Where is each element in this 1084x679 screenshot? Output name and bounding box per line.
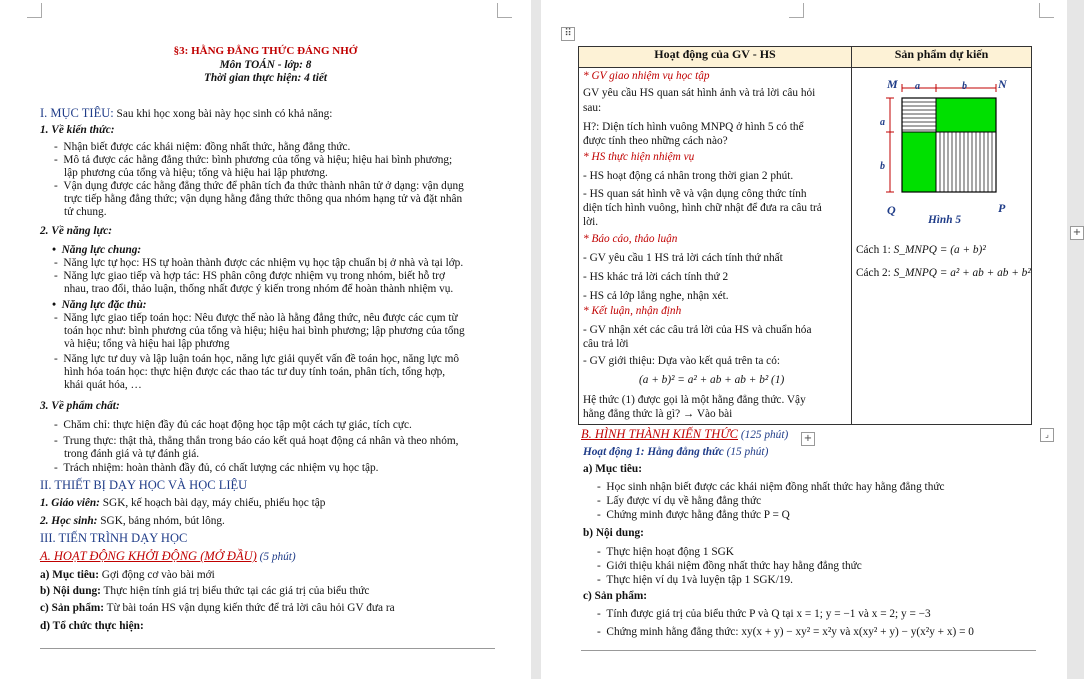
vertex-n-label: N bbox=[998, 77, 1007, 91]
cell-line: sau: bbox=[583, 102, 602, 114]
list-item: - Chứng minh được hằng đẳng thức P = Q bbox=[597, 509, 790, 521]
activity-table bbox=[578, 46, 1032, 425]
list-item-cont: trực tiếp hằng đẳng thức; vận dụng hằng đẳng thức thông qua nhóm hạng tử và đặt nhân bbox=[64, 193, 463, 205]
cell-line: Hệ thức (1) được gọi là một hằng đẳng thức. Vậy bbox=[583, 394, 806, 406]
list-item: - Năng lực giao tiếp và hợp tác: HS phân công được nhiệm vụ trong nhóm, biết hỗ trợ bbox=[54, 270, 445, 282]
cell-line: - GV nhận xét các câu trả lời của HS và chuẩn hóa bbox=[583, 324, 812, 336]
student-line: 2. Học sinh: SGK, bảng nhóm, bút lông. bbox=[40, 515, 225, 527]
square-mnpq-figure bbox=[878, 76, 1018, 226]
table-header-product: Sản phẩm dự kiến bbox=[852, 47, 1032, 68]
list-item: - Thực hiện hoạt động 1 SGK bbox=[597, 546, 734, 558]
perform-heading: * HS thực hiện nhiệm vụ bbox=[583, 151, 695, 163]
vertex-m-label: M bbox=[887, 77, 898, 91]
move-handle-icon[interactable]: ⠿ bbox=[561, 27, 575, 41]
list-item: - Thực hiện ví dụ 1và luyện tập 1 SGK/19. bbox=[597, 574, 793, 586]
margin-corner-mark bbox=[27, 3, 42, 18]
list-item: - Mô tả được các hằng đẳng thức: bình phương của tổng và hiệu; hiệu hai bình phương; bbox=[54, 154, 453, 166]
competence-heading: 2. Về năng lực: bbox=[40, 225, 113, 237]
cell-line: H?: Diện tích hình vuông MNPQ ở hình 5 có thể bbox=[583, 121, 804, 133]
footer-rule bbox=[581, 650, 1036, 651]
list-item: - Nhận biết được các khái niệm: đồng nhất thức, hằng đẳng thức. bbox=[54, 141, 351, 153]
list-item: - Lấy được ví dụ về hằng đẳng thức bbox=[597, 495, 762, 507]
teacher-line: 1. Giáo viên: SGK, kế hoạch bài dạy, máy chiếu, phiếu học tập bbox=[40, 497, 326, 509]
method-1: Cách 1: S_MNPQ = (a + b)² bbox=[856, 244, 986, 256]
section-2-heading: II. THIẾT BỊ DẠY HỌC VÀ HỌC LIỆU bbox=[40, 478, 248, 492]
quality-heading: 3. Về phẩm chất: bbox=[40, 400, 120, 412]
cell-line: GV yêu cầu HS quan sát hình ảnh và trả lời câu hỏi bbox=[583, 87, 816, 99]
activity-a-organize: d) Tổ chức thực hiện: bbox=[40, 620, 144, 632]
top-b-label: b bbox=[962, 81, 967, 92]
cell-line: câu trả lời bbox=[583, 338, 629, 350]
activity-1-heading: Hoạt động 1: Hằng đẳng thức (15 phút) bbox=[583, 446, 769, 458]
content-label: b) Nội dung: bbox=[583, 527, 644, 539]
list-item-cont: và hiệu; tổng và hiệu hai lập phương bbox=[64, 338, 230, 350]
cell-line: - HS cả lớp lắng nghe, nhận xét. bbox=[583, 290, 729, 302]
section-1-heading bbox=[40, 107, 332, 121]
margin-corner-mark bbox=[789, 3, 804, 18]
left-page bbox=[0, 0, 531, 679]
list-item: - Trung thực: thật thà, thẳng thắn trong báo cáo kết quả hoạt động cá nhân và theo nhóm, bbox=[54, 435, 459, 447]
rect-ab-top bbox=[936, 98, 996, 132]
list-item: - Trách nhiệm: hoàn thành đầy đủ, có chất lượng các nhiệm vụ học tập. bbox=[54, 462, 379, 474]
add-column-button[interactable]: + bbox=[1070, 226, 1084, 240]
list-item: - Học sinh nhận biết được các khái niệm đồng nhất thức hay hằng đẳng thức bbox=[597, 481, 945, 493]
list-item-cont: nhau, trao đổi, thảo luận, thống nhất được ý kiến trong nhóm để hoàn thành nhiệm vụ. bbox=[64, 283, 454, 295]
section-3-heading: III. TIẾN TRÌNH DẠY HỌC bbox=[40, 531, 188, 545]
activity-a-goal: a) Mục tiêu: Gợi động cơ vào bài mới bbox=[40, 569, 215, 581]
cell-line: - GV yêu cầu 1 HS trả lời cách tính thứ nhất bbox=[583, 252, 783, 264]
conclusion-heading: * Kết luận, nhận định bbox=[583, 305, 682, 317]
specific-competence-heading: • Năng lực đặc thù: bbox=[52, 299, 147, 311]
figure-caption: Hình 5 bbox=[928, 214, 961, 226]
activity-a-product: c) Sản phẩm: Từ bài toán HS vận dụng kiến thức để trả lời câu hỏi GV đưa ra bbox=[40, 602, 395, 614]
formula-1: (a + b)² = a² + ab + ab + b² (1) bbox=[639, 374, 785, 386]
list-item: - Chứng minh hằng đẳng thức: xy(x + y) − xy² = x²y và x(xy² + y) − y(x²y + x) = 0 bbox=[597, 626, 974, 638]
side-b-label: b bbox=[880, 161, 885, 172]
section-1-title: I. MỤC TIÊU: bbox=[40, 106, 114, 120]
list-item: - Tính được giá trị của biểu thức P và Q tại x = 1; y = −1 và x = 2; y = −3 bbox=[597, 608, 931, 620]
cell-line: - HS khác trả lời cách tính thứ 2 bbox=[583, 271, 729, 283]
general-competence-heading: • Năng lực chung: bbox=[52, 244, 142, 256]
cell-line: diện tích hình vuông, hình chữ nhật để đưa ra câu trả bbox=[583, 202, 822, 214]
add-row-button[interactable]: + bbox=[801, 432, 815, 446]
activity-cell bbox=[579, 68, 852, 425]
knowledge-heading: 1. Về kiến thức: bbox=[40, 124, 115, 136]
list-item-cont: lập phương của tổng và hiệu; tổng và hiệu hai lập phương. bbox=[64, 167, 328, 179]
margin-corner-mark bbox=[1039, 3, 1054, 18]
product-cell bbox=[852, 68, 1032, 425]
cell-line: lời. bbox=[583, 216, 599, 228]
lesson-title: §3: HẰNG ĐẲNG THỨC ĐÁNG NHỚ bbox=[173, 45, 358, 57]
list-item-cont: toán học như: bình phương của tổng và hiệu; hiệu hai bình phương; lập phương của tổng bbox=[64, 325, 465, 337]
list-item: - Vận dụng được các hằng đẳng thức để phân tích đa thức thành nhân tử ở dạng: vận dụng bbox=[54, 180, 464, 192]
list-item-cont: trong đánh giá và tự đánh giá. bbox=[64, 448, 200, 460]
product-label: c) Sản phẩm: bbox=[583, 590, 648, 602]
square-b-squared bbox=[936, 132, 996, 192]
side-a-label: a bbox=[880, 117, 885, 128]
list-item-cont: tử chung. bbox=[64, 206, 107, 218]
list-item: - Năng lực giao tiếp toán học: Nêu được thế nào là hằng đẳng thức, nêu được các cụm từ bbox=[54, 312, 458, 324]
vertex-q-label: Q bbox=[887, 203, 896, 217]
activity-a-heading: A. HOẠT ĐỘNG KHỞI ĐỘNG (MỞ ĐẦU) (5 phút) bbox=[40, 549, 296, 563]
duration-line: Thời gian thực hiện: 4 tiết bbox=[204, 72, 327, 84]
report-heading: * Báo cáo, thảo luận bbox=[583, 233, 678, 245]
rect-ab-left bbox=[902, 132, 936, 192]
cell-line: - HS hoạt động cá nhân trong thời gian 2 phút. bbox=[583, 170, 794, 182]
list-item: - Chăm chỉ: thực hiện đầy đủ các hoạt động học tập một cách tự giác, tích cực. bbox=[54, 419, 412, 431]
section-b-heading: B. HÌNH THÀNH KIẾN THỨC (125 phút) bbox=[581, 427, 789, 441]
right-page bbox=[541, 0, 1082, 679]
footer-rule bbox=[40, 648, 495, 649]
margin-corner-mark bbox=[497, 3, 512, 18]
top-a-label: a bbox=[915, 81, 920, 92]
list-item-cont: khái quát hóa, … bbox=[64, 379, 142, 391]
resize-handle-icon[interactable]: ⌟ bbox=[1040, 428, 1054, 442]
subject-line: Môn TOÁN - lớp: 8 bbox=[219, 59, 312, 71]
cell-line: được tính theo những cách nào? bbox=[583, 135, 728, 147]
list-item: - Năng lực tự học: HS tự hoàn thành được các nhiệm vụ học tập chuẩn bị ở nhà và tại lớp. bbox=[54, 257, 464, 269]
method-2: Cách 2: S_MNPQ = a² + ab + ab + b² bbox=[856, 267, 1031, 279]
list-item-cont: hình hóa toán học: thực hiện được các thao tác tư duy tính toán, phân tích, tổng hợp, bbox=[64, 366, 446, 378]
goal-label: a) Mục tiêu: bbox=[583, 463, 642, 475]
task-heading: * GV giao nhiệm vụ học tập bbox=[583, 70, 710, 82]
vertex-p-label: P bbox=[998, 201, 1006, 215]
cell-line: hằng đẳng thức là gì? → Vào bài bbox=[583, 408, 733, 420]
list-item: - Giới thiệu khái niệm đồng nhất thức hay hằng đẳng thức bbox=[597, 560, 862, 572]
cell-line: - GV giới thiệu: Dựa vào kết quả trên ta có: bbox=[583, 355, 780, 367]
table-header-gv-hs: Hoạt động của GV - HS bbox=[579, 47, 852, 68]
activity-a-content: b) Nội dung: Thực hiện tính giá trị biểu thức tại các giá trị của biểu thức bbox=[40, 585, 370, 597]
section-1-intro: Sau khi học xong bài này học sinh có khả năng: bbox=[113, 108, 333, 120]
cell-line: - HS quan sát hình vẽ và vận dụng công thức tính bbox=[583, 188, 807, 200]
list-item: - Năng lực tư duy và lập luận toán học, năng lực giải quyết vấn đề toán học, năng lực mô bbox=[54, 353, 460, 365]
square-a-squared bbox=[902, 98, 936, 132]
